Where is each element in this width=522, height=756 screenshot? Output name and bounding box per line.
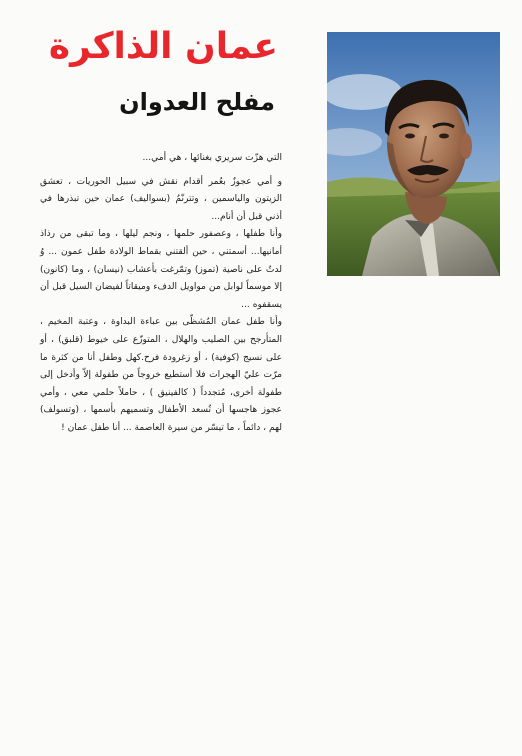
paragraph-4: وأنا طفل عمان المُشظّى بين عباءة البداوة ، وعتبة المخيم ، المتأرجح بين الصليب والهلال ، المتوزّع على خيوط (قلبق) ، أو على نسيج (كوفية) ، أو زغرودة فرح.كهل وطفل أنا من كثرة ما مرّت عليّ الهجرات فلا أستطيع خروجاً من طفولة إلاّ وأدخل إلى طفولة أخرى، مُتجدداً ( كالفينيق ) ، حاملاً حلمي معي ، وأمي عجوز هاجسها أن تُسعد الأطفال وتسميهم بأسمها ، (وتسولف) لهم ، دائماً ، ما تيسّر من سيرة العاصمة ... أنا طفل عمان !: [40, 317, 282, 433]
paragraph-3: وأنا طفلها ، وعصفور حلمها ، ونجم ليلها ، وما تبقى من رذاذ أمانيها... أسمتني ، حين ألقتني بقماط الولادة طفل عمون ... وُ لدتُ على ناصية (تموز) وتمّرغت بأعشاب (نيسان) ، وما (كانون) إلا موسماً لوابل من مواويل الدفء وميقاتاً لفيضان السيل قبل أن يسقفوه ...: [40, 229, 282, 310]
paragraph-2: و أمي عجوزٌ بعُمر أقدام نقش في سبيل الحوريات ، تعشق الزيتون والياسمين ، وتترنّمُ (بسواليف) عمان حين تبذرها في أذني قبل أن أنام...: [40, 176, 282, 222]
paragraph-1: التي هزّت سريري بغنائها ، هي أمي...: [142, 153, 282, 163]
article-title: عمان الذاكرة: [48, 26, 278, 67]
author-name: مفلح العدوان: [119, 88, 275, 116]
author-photo: [327, 32, 500, 276]
article-body: [40, 150, 282, 438]
